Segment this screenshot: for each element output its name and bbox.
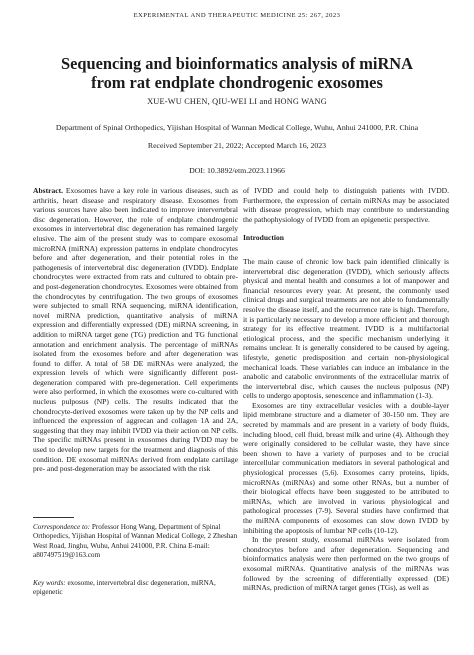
footnote-divider (33, 517, 74, 518)
intro-paragraph-1: The main cause of chronic low back pain identified clinically is intervertebral disc degeneration (IVDD), which seriously affects physical and mental health and consumes a lot of manpower and financial resources every year. At present, the commonly used clinical drugs and surgical treatments are not able to fundamentally resolve the disease itself, and the recurrence rate is high. Therefore, it is particularly necessary to develop a more efficient and thorough strategy for its effective treatment. IVDD is a multifactorial etiological process, and the specific mechanism underlying it remains unclear. It is generally considered to be caused by ageing, lifestyle, genetic predisposition and certain non-physiological mechanical loads. These variables can induce an imbalance in the anabolic and catabolic environments of the extracellular matrix of the intervertebral disc, which causes the nucleus pulposus (NP) cells to undergo apoptosis, senescence and inflammation (1-3). (243, 256, 449, 401)
keywords-label: Key words: (33, 579, 66, 587)
right-column (243, 186, 449, 593)
keywords-text: exosome, intervertebral disc degeneration, miRNA, epigenetic (33, 579, 216, 597)
correspondence-label: Correspondence to: (33, 523, 91, 531)
correspondence-text: Professor Hong Wang, Department of Spinal Orthopedics, Yijishan Hospital of Wannan Medical College, 2 Zheshan West Road, Jinghu, Wuhu, Anhui 241000, P.R. China E-mail: a807497519@163.com (33, 523, 238, 559)
keywords-note (33, 579, 238, 598)
intro-paragraph-3: In the present study, exosomal miRNAs were isolated from chondrocytes before and after degeneration. Sequencing and bioinformatics analysis were then performed on the two groups of exosomal miRNAs. Quantitative analysis of the miRNAs was followed by the screening of differentially expressed (DE) miRNAs, prediction of miRNA target genes (TGs), as well as (243, 535, 449, 593)
article-title (20, 55, 454, 92)
abstract-label: Abstract. (33, 186, 63, 195)
received-accepted-dates: Received September 21, 2022; Accepted March 16, 2023 (147, 141, 327, 150)
doi[interactable]: DOI: 10.3892/etm.2023.11966 (189, 166, 285, 175)
affiliation: Department of Spinal Orthopedics, Yijishan Hospital of Wannan Medical College, Wuhu, Anhui 241000, P.R. China (55, 123, 419, 132)
abstract-text: Exosomes have a key role in various diseases, such as arthritis, heart disease and respiratory disease. Exosomes from various sources have also been indicated to improve intervertebral disc degeneration. However, the role of endplate chondrogenic exosomes in intervertebral disc degeneration has remained largely elusive. The aim of the present study was to compare exosomal microRNA (miRNA) expression patterns in endplate chondrocytes before and after degeneration, and their potential roles in the pathogenesis of intervertebral disc degeneration (IVDD). Endplate chondrocytes were extracted from rats and cultured to obtain pre- and post-degeneration chondrocytes. Exosomes were obtained from the chondrocytes by centrifugation. The two groups of exosomes were subjected to small RNA sequencing, miRNA identification, novel miRNA prediction, quantitative analysis of miRNA expression and differentially expressed (DE) miRNA screening, in addition to miRNA target gene (TG) prediction and TG functional annotation and enrichment analysis. The percentage of miRNAs isolated from the exosomes before and after degeneration was found to differ. A total of 58 DE miRNAs were analyzed, the expression levels of which were significantly different post-degeneration compared with pre-degeneration. Cell experiments were also performed, in which the exosomes were co-cultured with nucleus pulposus (NP) cells. The results indicated that the chondrocyte-derived exosomes were taken up by the NP cells and influenced the expression of aggrecan and collagen 1A and 2A, suggesting that they may inhibit IVDD via their action on NP cells. The specific miRNAs present in exosomes during IVDD may be used to develop new targets for the treatment and diagnosis of this condition. DE exosomal miRNAs derived from endplate cartilage pre- and post-degeneration may be associated with the risk (33, 186, 239, 474)
running-head: EXPERIMENTAL AND THERAPEUTIC MEDICINE 25: 267, 2023 (133, 12, 341, 19)
abstract-paragraph (33, 186, 238, 474)
intro-paragraph-2: Exosomes are tiny extracellular vesicles with a double-layer lipid membrane structure and a diameter of 30-150 nm. They are secreted by mammals and are present in a variety of body fluids, including blood, cell fluid, breast milk and urine (4). Although they were originally considered to be cellular waste, they have since been shown to have a variety of purposes and to be crucial intercellular communication mediators in several pathological and physiological processes (5,6). Exosomes carry proteins, lipids, microRNAs (miRNAs) and some other RNAs, but a number of their biological effects have been suggested to be attributed to miRNAs, which are involved in various physiological and pathological processes (7-9). Several studies have confirmed that the miRNA components of exosomes can slow down IVDD by inhibiting the apoptosis of lumbar NP cells (10-12). (243, 400, 449, 535)
title-line-1: Sequencing and bioinformatics analysis of miRNA (61, 54, 413, 73)
section-heading-introduction: Introduction (243, 233, 284, 243)
title-line-2: from rat endplate chondrogenic exosomes (91, 72, 383, 92)
correspondence-note (33, 523, 238, 560)
author-list: XUE-WU CHEN, QIU-WEI LI and HONG WANG (147, 97, 327, 106)
abstract-continued: of IVDD and could help to distinguish patients with IVDD. Furthermore, the expression of certain miRNAs may be associated with disease progression, which may contribute to understanding the pathophysiology of IVDD from an epigenetic perspective. (243, 186, 449, 224)
left-column (33, 186, 238, 474)
